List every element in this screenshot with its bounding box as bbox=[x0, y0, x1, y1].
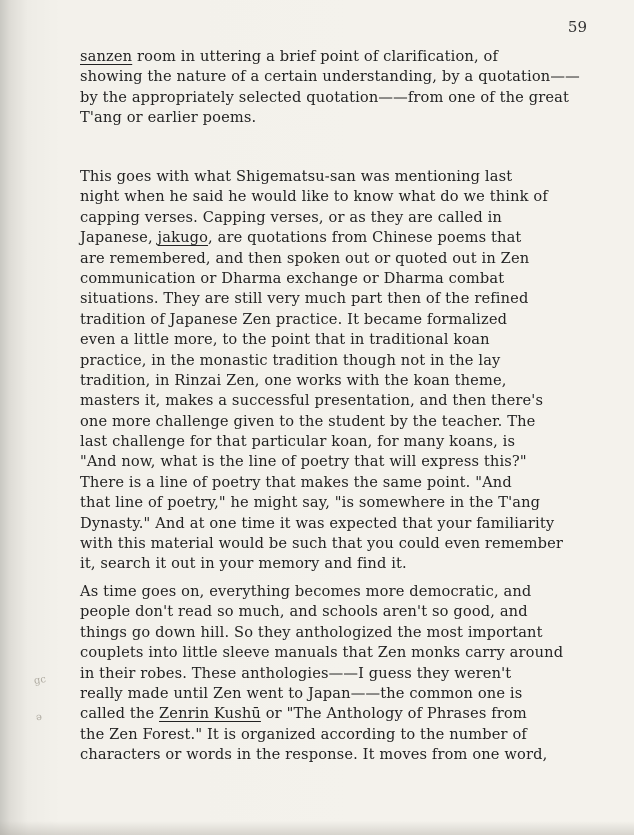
paragraph-2 bbox=[80, 167, 625, 575]
text-line bbox=[80, 514, 625, 534]
text-run: capping verses. Capping verses, or as they are called in bbox=[80, 208, 502, 226]
text-line bbox=[80, 554, 625, 574]
text-run: tradition, in Rinzai Zen, one works with the koan theme, bbox=[80, 371, 507, 389]
text-line bbox=[80, 351, 625, 371]
text-run: couplets into little sleeve manuals that Zen monks carry around bbox=[80, 644, 564, 662]
text-line bbox=[80, 582, 625, 602]
margin-mark: gc bbox=[33, 674, 47, 687]
text-run: characters or words in the response. It moves from one word, bbox=[80, 746, 548, 764]
text-run: showing the nature of a certain understanding, by a quotation—— bbox=[80, 68, 580, 86]
text-line bbox=[80, 67, 625, 87]
text-run: As time goes on, everything becomes more democratic, and bbox=[80, 583, 532, 600]
text-run: practice, in the monastic tradition though not in the lay bbox=[80, 351, 501, 369]
text-line bbox=[80, 664, 625, 684]
text-run: even a little more, to the point that in traditional koan bbox=[80, 331, 490, 349]
text-line bbox=[80, 330, 625, 350]
text-run: situations. They are still very much part then of the refined bbox=[80, 290, 529, 308]
text-run: room in uttering a brief point of clarification, of bbox=[132, 48, 499, 65]
text-run: by the appropriately selected quotation——from one of the great bbox=[80, 88, 570, 106]
text-run: masters it, makes a successful presentation, and then there's bbox=[80, 392, 544, 410]
paragraph-3 bbox=[80, 582, 625, 766]
underlined-term: sanzen bbox=[80, 48, 133, 65]
text-line bbox=[80, 391, 625, 411]
text-line bbox=[80, 310, 625, 330]
text-run: Japanese, bbox=[80, 229, 158, 247]
margin-mark: ə bbox=[35, 711, 43, 724]
text-line bbox=[80, 452, 625, 472]
underlined-term: Zenrin Kushū bbox=[159, 705, 261, 723]
text-run: This goes with what Shigematsu-san was mentioning last bbox=[80, 168, 513, 185]
text-run: that line of poetry," he might say, "is somewhere in the T'ang bbox=[80, 494, 541, 512]
text-run: tradition of Japanese Zen practice. It became formalized bbox=[80, 310, 508, 328]
text-line bbox=[80, 473, 625, 493]
text-run: "And now, what is the line of poetry that will express this?" bbox=[80, 453, 527, 471]
underlined-term: jakugo bbox=[157, 229, 209, 247]
text-line bbox=[80, 269, 625, 289]
text-line bbox=[80, 623, 625, 643]
page-number: 59 bbox=[567, 18, 587, 36]
text-run: one more challenge given to the student by the teacher. The bbox=[80, 412, 536, 430]
page-bottom-edge bbox=[0, 821, 634, 835]
text-line bbox=[80, 725, 625, 745]
text-run: it, search it out in your memory and find it. bbox=[80, 555, 407, 573]
text-run: , are quotations from Chinese poems that bbox=[208, 229, 522, 247]
text-line bbox=[80, 228, 625, 248]
text-line bbox=[80, 643, 625, 663]
text-line bbox=[80, 88, 625, 108]
text-line bbox=[80, 534, 625, 554]
text-run: night when he said he would like to know what do we think of bbox=[80, 188, 548, 206]
text-run: T'ang or earlier poems. bbox=[80, 109, 257, 127]
text-run: called the bbox=[80, 705, 160, 723]
text-run: the Zen Forest." It is organized according to the number of bbox=[80, 725, 527, 743]
text-line bbox=[80, 108, 625, 128]
text-run: people don't read so much, and schools aren't so good, and bbox=[80, 603, 528, 621]
text-line bbox=[80, 289, 625, 309]
text-line bbox=[80, 684, 625, 704]
text-run: really made until Zen went to Japan——the common one is bbox=[80, 684, 523, 702]
text-line bbox=[80, 47, 625, 67]
text-line bbox=[80, 208, 625, 228]
text-run: There is a line of poetry that makes the same point. "And bbox=[80, 473, 512, 491]
text-run: communication or Dharma exchange or Dharma combat bbox=[80, 269, 505, 287]
text-run: last challenge for that particular koan, for many koans, is bbox=[80, 433, 516, 451]
text-line bbox=[80, 249, 625, 269]
text-run: things go down hill. So they anthologized the most important bbox=[80, 623, 543, 641]
text-run: Dynasty." And at one time it was expected that your familiarity bbox=[80, 514, 555, 532]
text-run: with this material would be such that you could even remember bbox=[80, 535, 563, 553]
text-run: in their robes. These anthologies——I guess they weren't bbox=[80, 664, 512, 682]
text-line bbox=[80, 412, 625, 432]
text-line bbox=[80, 493, 625, 513]
text-run: or "The Anthology of Phrases from bbox=[260, 705, 527, 723]
text-line bbox=[80, 602, 625, 622]
text-line bbox=[80, 371, 625, 391]
text-run: are remembered, and then spoken out or quoted out in Zen bbox=[80, 249, 530, 267]
text-line bbox=[80, 745, 625, 765]
text-line bbox=[80, 167, 625, 187]
paragraph-1 bbox=[80, 47, 625, 129]
text-line bbox=[80, 187, 625, 207]
text-line bbox=[80, 704, 625, 724]
text-line bbox=[80, 432, 625, 452]
